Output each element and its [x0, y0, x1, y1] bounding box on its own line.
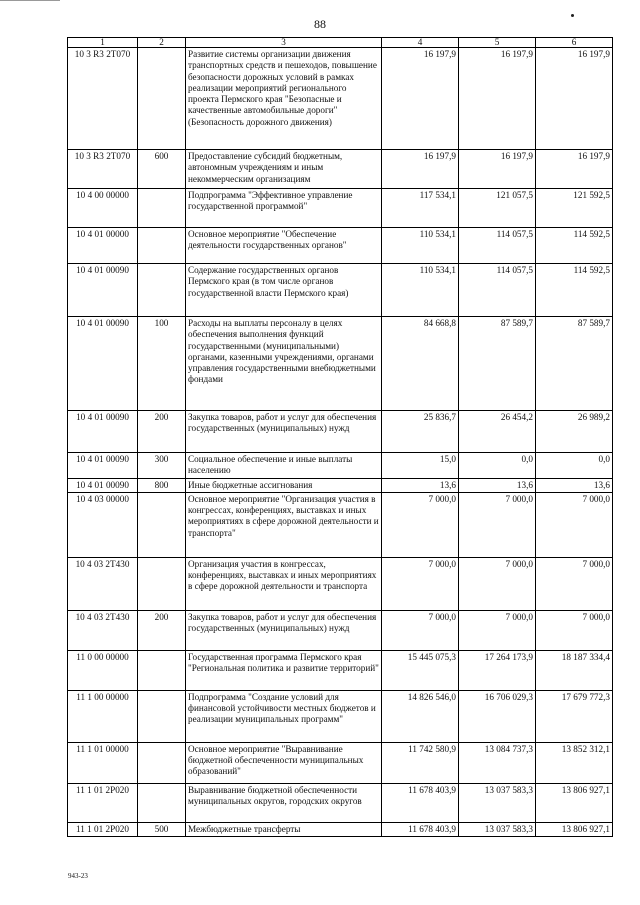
- table-row: [68, 411, 613, 453]
- table-row: [68, 783, 613, 822]
- row-value-year-3: 121 592,5: [536, 189, 613, 228]
- row-expense-type: [138, 742, 186, 783]
- row-value-year-1: 7 000,0: [382, 610, 459, 650]
- table-header-row: [68, 38, 613, 48]
- table-row: [68, 822, 613, 836]
- row-value-year-2: 121 057,5: [459, 189, 536, 228]
- table-row: [68, 650, 613, 690]
- row-value-year-1: 11 678 403,9: [382, 822, 459, 836]
- row-value-year-2: 114 057,5: [459, 228, 536, 264]
- row-value-year-1: 84 668,8: [382, 317, 459, 411]
- row-expense-type: 500: [138, 822, 186, 836]
- row-value-year-1: 110 534,1: [382, 264, 459, 317]
- row-description: Основное мероприятие "Выравнивание бюджетной обеспеченности муниципальных образований": [186, 742, 382, 783]
- row-description: Межбюджетные трансферты: [186, 822, 382, 836]
- row-description: Организация участия в конгрессах, конференциях, выставках и иных мероприятиях в сфере дорожной деятельности и транспорта: [186, 557, 382, 610]
- row-description: Закупка товаров, работ и услуг для обеспечения государственных (муниципальных) нужд: [186, 411, 382, 453]
- row-value-year-1: 7 000,0: [382, 557, 459, 610]
- row-expense-type: 100: [138, 317, 186, 411]
- budget-table: [67, 37, 613, 837]
- row-value-year-1: 11 678 403,9: [382, 783, 459, 822]
- row-value-year-2: 0,0: [459, 453, 536, 479]
- row-value-year-3: 87 589,7: [536, 317, 613, 411]
- row-value-year-1: 15 445 075,3: [382, 650, 459, 690]
- row-value-year-2: 16 197,9: [459, 48, 536, 150]
- header-col-1: 1: [68, 38, 138, 48]
- row-value-year-2: 17 264 173,9: [459, 650, 536, 690]
- row-value-year-3: 13 806 927,1: [536, 783, 613, 822]
- row-code: 10 4 01 00000: [68, 228, 138, 264]
- row-value-year-1: 7 000,0: [382, 492, 459, 557]
- row-expense-type: 200: [138, 411, 186, 453]
- table-row: [68, 150, 613, 189]
- row-value-year-2: 13 037 583,3: [459, 783, 536, 822]
- row-value-year-3: 13,6: [536, 478, 613, 492]
- row-code: 10 4 01 00090: [68, 478, 138, 492]
- row-value-year-2: 87 589,7: [459, 317, 536, 411]
- row-value-year-2: 7 000,0: [459, 610, 536, 650]
- row-code: 11 1 01 00000: [68, 742, 138, 783]
- row-description: Основное мероприятие "Обеспечение деятельности государственных органов": [186, 228, 382, 264]
- row-value-year-3: 13 806 927,1: [536, 822, 613, 836]
- row-value-year-2: 13,6: [459, 478, 536, 492]
- row-value-year-2: 16 706 029,3: [459, 690, 536, 742]
- table-row: [68, 189, 613, 228]
- row-description: Развитие системы организации движения транспортных средств и пешеходов, повышение безопасности дорожных условий в рамках реализации мероприятий регионального проекта Пермского края "Безопасные и качественные автомобильные дороги" (Безопасность дорожного движения): [186, 48, 382, 150]
- header-col-6: 6: [536, 38, 613, 48]
- row-expense-type: [138, 690, 186, 742]
- row-value-year-2: 26 454,2: [459, 411, 536, 453]
- row-value-year-3: 0,0: [536, 453, 613, 479]
- row-value-year-3: 18 187 334,4: [536, 650, 613, 690]
- row-value-year-3: 16 197,9: [536, 48, 613, 150]
- corner-scan-mark: [0, 0, 60, 3]
- row-expense-type: [138, 48, 186, 150]
- row-expense-type: 300: [138, 453, 186, 479]
- row-code: 10 4 01 00090: [68, 453, 138, 479]
- row-value-year-1: 11 742 580,9: [382, 742, 459, 783]
- row-expense-type: 200: [138, 610, 186, 650]
- row-value-year-3: 114 592,5: [536, 228, 613, 264]
- row-value-year-1: 16 197,9: [382, 150, 459, 189]
- row-code: 10 3 R3 2T070: [68, 48, 138, 150]
- row-expense-type: [138, 189, 186, 228]
- header-col-3: 3: [186, 38, 382, 48]
- row-code: 11 1 00 00000: [68, 690, 138, 742]
- row-value-year-2: 7 000,0: [459, 557, 536, 610]
- row-value-year-1: 15,0: [382, 453, 459, 479]
- row-value-year-2: 13 037 583,3: [459, 822, 536, 836]
- row-code: 10 4 01 00090: [68, 264, 138, 317]
- row-code: 10 4 03 2T430: [68, 610, 138, 650]
- row-value-year-2: 114 057,5: [459, 264, 536, 317]
- row-description: Подпрограмма "Эффективное управление государственной программой": [186, 189, 382, 228]
- header-col-5: 5: [459, 38, 536, 48]
- table-row: [68, 742, 613, 783]
- row-expense-type: [138, 650, 186, 690]
- row-code: 10 4 03 00000: [68, 492, 138, 557]
- row-description: Содержание государственных органов Пермского края (в том числе органов государственной власти Пермского края): [186, 264, 382, 317]
- table-row: [68, 48, 613, 150]
- row-value-year-3: 7 000,0: [536, 492, 613, 557]
- row-code: 11 1 01 2P020: [68, 822, 138, 836]
- row-value-year-2: 16 197,9: [459, 150, 536, 189]
- row-description: Основное мероприятие "Организация участия в конгрессах, конференциях, выставках и иных мероприятиях в сфере дорожной деятельности и транспорта": [186, 492, 382, 557]
- row-value-year-1: 16 197,9: [382, 48, 459, 150]
- table-row: [68, 317, 613, 411]
- row-value-year-3: 17 679 772,3: [536, 690, 613, 742]
- row-value-year-2: 7 000,0: [459, 492, 536, 557]
- row-code: 10 4 01 00090: [68, 411, 138, 453]
- header-col-2: 2: [138, 38, 186, 48]
- row-value-year-1: 25 836,7: [382, 411, 459, 453]
- table-row: [68, 492, 613, 557]
- row-code: 10 3 R3 2T070: [68, 150, 138, 189]
- row-value-year-3: 7 000,0: [536, 557, 613, 610]
- header-col-4: 4: [382, 38, 459, 48]
- row-code: 11 1 01 2P020: [68, 783, 138, 822]
- table-row: [68, 690, 613, 742]
- row-description: Подпрограмма "Создание условий для финансовой устойчивости местных бюджетов и реализации муниципальных программ": [186, 690, 382, 742]
- row-description: Закупка товаров, работ и услуг для обеспечения государственных (муниципальных) нужд: [186, 610, 382, 650]
- row-value-year-3: 7 000,0: [536, 610, 613, 650]
- row-description: Расходы на выплаты персоналу в целях обеспечения выполнения функций государственными (муниципальными) органами, казенными учреждениями, органами управления государственными внебюджетными фондами: [186, 317, 382, 411]
- row-value-year-2: 13 084 737,3: [459, 742, 536, 783]
- row-description: Иные бюджетные ассигнования: [186, 478, 382, 492]
- table-body: [68, 48, 613, 837]
- row-expense-type: [138, 783, 186, 822]
- row-expense-type: [138, 557, 186, 610]
- row-value-year-3: 26 989,2: [536, 411, 613, 453]
- row-description: Предоставление субсидий бюджетным, автономным учреждениям и иным некоммерческим организациям: [186, 150, 382, 189]
- row-value-year-1: 14 826 546,0: [382, 690, 459, 742]
- row-value-year-3: 13 852 312,1: [536, 742, 613, 783]
- table-row: [68, 478, 613, 492]
- row-value-year-3: 114 592,5: [536, 264, 613, 317]
- row-expense-type: 600: [138, 150, 186, 189]
- row-description: Выравнивание бюджетной обеспеченности муниципальных округов, городских округов: [186, 783, 382, 822]
- row-expense-type: [138, 228, 186, 264]
- table-row: [68, 557, 613, 610]
- row-expense-type: 800: [138, 478, 186, 492]
- table-row: [68, 610, 613, 650]
- table-row: [68, 228, 613, 264]
- row-description: Государственная программа Пермского края "Региональная политика и развитие территорий": [186, 650, 382, 690]
- row-value-year-1: 13,6: [382, 478, 459, 492]
- page-number: 88: [314, 17, 326, 31]
- row-code: 10 4 00 00000: [68, 189, 138, 228]
- row-value-year-1: 110 534,1: [382, 228, 459, 264]
- row-code: 11 0 00 00000: [68, 650, 138, 690]
- row-code: 10 4 03 2T430: [68, 557, 138, 610]
- footer-doc-code: 943-23: [68, 872, 88, 880]
- row-expense-type: [138, 264, 186, 317]
- table-row: [68, 264, 613, 317]
- row-description: Социальное обеспечение и иные выплаты населению: [186, 453, 382, 479]
- row-code: 10 4 01 00090: [68, 317, 138, 411]
- row-value-year-1: 117 534,1: [382, 189, 459, 228]
- row-value-year-3: 16 197,9: [536, 150, 613, 189]
- table-row: [68, 453, 613, 479]
- row-expense-type: [138, 492, 186, 557]
